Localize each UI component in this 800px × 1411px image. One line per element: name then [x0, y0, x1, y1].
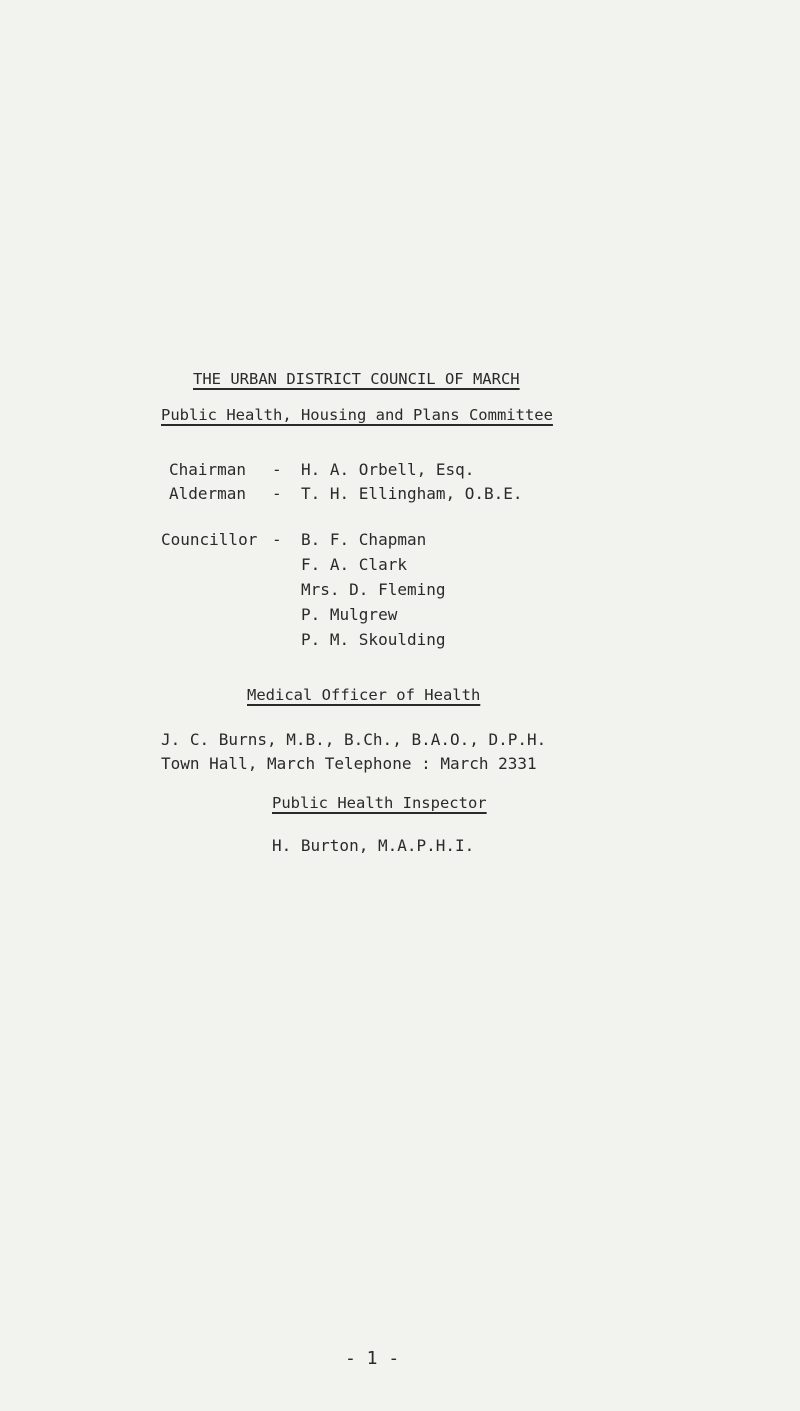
member-name: P. M. Skoulding	[301, 630, 446, 649]
member-name: P. Mulgrew	[301, 605, 398, 624]
member-role: Councillor	[161, 530, 258, 549]
phi-name: H. Burton, M.A.P.H.I.	[272, 836, 475, 855]
member-name: F. A. Clark	[301, 555, 407, 574]
member-name: B. F. Chapman	[301, 530, 427, 549]
moh-address: Town Hall, March Telephone : March 2331	[161, 754, 537, 773]
member-dash: -	[272, 484, 282, 503]
moh-name: J. C. Burns, M.B., B.Ch., B.A.O., D.P.H.	[161, 730, 547, 749]
member-dash: -	[272, 530, 282, 549]
council-title: THE URBAN DISTRICT COUNCIL OF MARCH	[193, 370, 520, 388]
member-name: T. H. Ellingham, O.B.E.	[301, 484, 523, 503]
member-dash: -	[272, 460, 282, 479]
moh-heading: Medical Officer of Health	[247, 686, 481, 704]
member-name: Mrs. D. Fleming	[301, 580, 446, 599]
member-role: Chairman	[169, 460, 247, 479]
member-role: Alderman	[169, 484, 247, 503]
phi-heading: Public Health Inspector	[272, 794, 487, 812]
member-name: H. A. Orbell, Esq.	[301, 460, 475, 479]
page-number: - 1 -	[345, 1348, 400, 1369]
committee-title: Public Health, Housing and Plans Committee	[161, 406, 553, 424]
